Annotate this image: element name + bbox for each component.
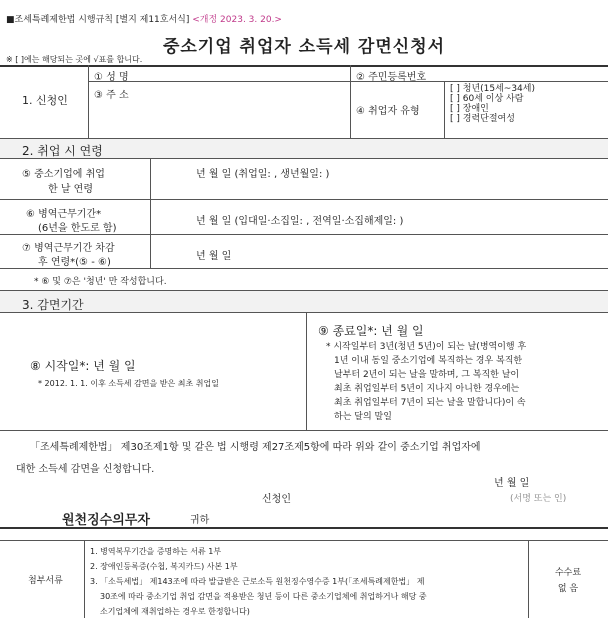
applicant-label: 신청인 <box>262 494 291 505</box>
attachment-item: 30조에 따라 중소기업 취업 감면을 적용받은 청년 등이 다른 중소기업체에 취업하거나 해당 중 <box>100 592 427 601</box>
divider <box>444 81 445 138</box>
attachments-list <box>90 544 427 619</box>
application-date[interactable]: 년 월 일 <box>494 478 530 489</box>
row-7-label: ⑦ 병역근무기간 차감 <box>22 243 115 254</box>
divider <box>306 312 307 430</box>
end-note-line: * 시작일부터 3년(청년 5년)이 되는 날(병역이행 후 <box>326 342 527 352</box>
end-date-field[interactable]: ⑨ 종료일*: 년 월 일 <box>318 324 424 338</box>
attachment-item: 3. 「소득세법」 제143조에 따라 발급받은 근로소득 원천징수영수증 1부(「조세특례제한법」 제 <box>90 577 425 586</box>
attachments-label: 첨부서류 <box>28 576 63 586</box>
row-5-label: ⑤ 중소기업에 취업 <box>22 169 105 180</box>
divider <box>0 527 608 529</box>
section-2-footnote: * ⑥ 및 ⑦은 '청년' 만 작성합니다. <box>34 277 167 287</box>
start-date-note: * 2012. 1. 1. 이후 소득세 감면을 받은 최초 취업일 <box>38 379 219 388</box>
row-5-label-line2: 한 날 연령 <box>48 184 93 195</box>
employee-type-options[interactable] <box>450 84 535 124</box>
divider <box>0 65 608 67</box>
divider <box>0 268 608 269</box>
divider <box>88 65 89 138</box>
section-header-bg <box>0 291 608 312</box>
recipient-title: 원천징수의무자 <box>62 513 150 528</box>
row-6-label: ⑥ 병역근무기간* <box>26 209 102 220</box>
recipient-suffix: 귀하 <box>190 515 210 526</box>
fee-label: 수수료 <box>554 568 582 578</box>
end-note-line: 최초 취업일부터 7년이 되는 날을 말합니다)이 속 <box>334 398 526 408</box>
end-note-line: 1년 이내 동일 중소기업에 복직하는 경우 복직한 <box>334 356 523 366</box>
divider <box>0 312 608 313</box>
option-over-60[interactable]: [ ] 60세 이상 사람 <box>450 94 524 104</box>
section-3-label: 3. 감면기간 <box>22 298 84 312</box>
end-note-line: 하는 달의 말일 <box>334 412 392 422</box>
end-date-note <box>326 340 526 424</box>
row-6-value[interactable]: 년 월 일 (입대일·소집일: , 전역일·소집해제일: ) <box>196 216 404 227</box>
divider <box>0 158 608 159</box>
section-1-label: 1. 신청인 <box>22 94 68 107</box>
form-title: 중소기업 취업자 소득세 감면신청서 <box>162 37 446 57</box>
divider <box>0 540 608 541</box>
signature-label[interactable]: (서명 또는 인) <box>510 494 567 504</box>
divider <box>88 81 608 82</box>
declaration-line-2: 대한 소득세 감면을 신청합니다. <box>16 464 155 475</box>
attachment-item: 1. 병역복무기간을 증명하는 서류 1부 <box>90 547 222 556</box>
employee-type-label: ④ 취업자 유형 <box>356 106 420 117</box>
divider <box>0 430 608 431</box>
section-2-label: 2. 취업 시 연령 <box>22 144 103 158</box>
divider <box>84 540 85 618</box>
attachment-item: 소기업체에 재취업하는 경우로 한정합니다) <box>100 607 250 616</box>
attachment-item: 2. 장애인등록증(수첩, 복지카드) 사본 1부 <box>90 562 238 571</box>
check-instruction-note: ※ [ ]에는 해당되는 곳에 √표를 합니다. <box>6 55 143 64</box>
option-youth[interactable]: [ ] 청년(15세~34세) <box>450 84 535 94</box>
divider <box>350 65 351 138</box>
row-5-value[interactable]: 년 월 일 (취업일: , 생년월일: ) <box>196 169 330 180</box>
row-6-label-line2: (6년을 한도로 함) <box>38 223 117 234</box>
divider <box>528 540 529 618</box>
name-label: ① 성 명 <box>94 72 129 83</box>
option-career-break-woman[interactable]: [ ] 경력단절여성 <box>450 114 515 124</box>
row-7-value[interactable]: 년 월 일 <box>196 251 232 262</box>
resident-id-label: ② 주민등록번호 <box>356 72 427 83</box>
end-note-line: 날부터 2년이 되는 날을 말하며, 그 복직한 날이 <box>334 370 520 380</box>
divider <box>0 199 608 200</box>
revision-date: <개정 2023. 3. 20.> <box>192 15 282 25</box>
row-7-label-line2: 후 연령*(⑤ - ⑥) <box>38 257 111 268</box>
end-note-line: 최초 취업일부터 5년이 지나지 아니한 경우에는 <box>334 384 520 394</box>
start-date-field[interactable]: ⑧ 시작일*: 년 월 일 <box>30 359 136 373</box>
divider <box>0 234 608 235</box>
address-label: ③ 주 소 <box>94 90 129 101</box>
divider <box>150 158 151 268</box>
option-disabled[interactable]: [ ] 장애인 <box>450 104 489 114</box>
fee-value: 없 음 <box>557 584 579 594</box>
declaration-line-1: 「조세특례제한법」 제30조제1항 및 같은 법 시행령 제27조제5항에 따라 위와 같이 중소기업 취업자에 <box>30 442 481 453</box>
form-law-reference: ■조세특례제한법 시행규칙 [별지 제11호서식] <개정 2023. 3. 20.> <box>6 15 282 25</box>
